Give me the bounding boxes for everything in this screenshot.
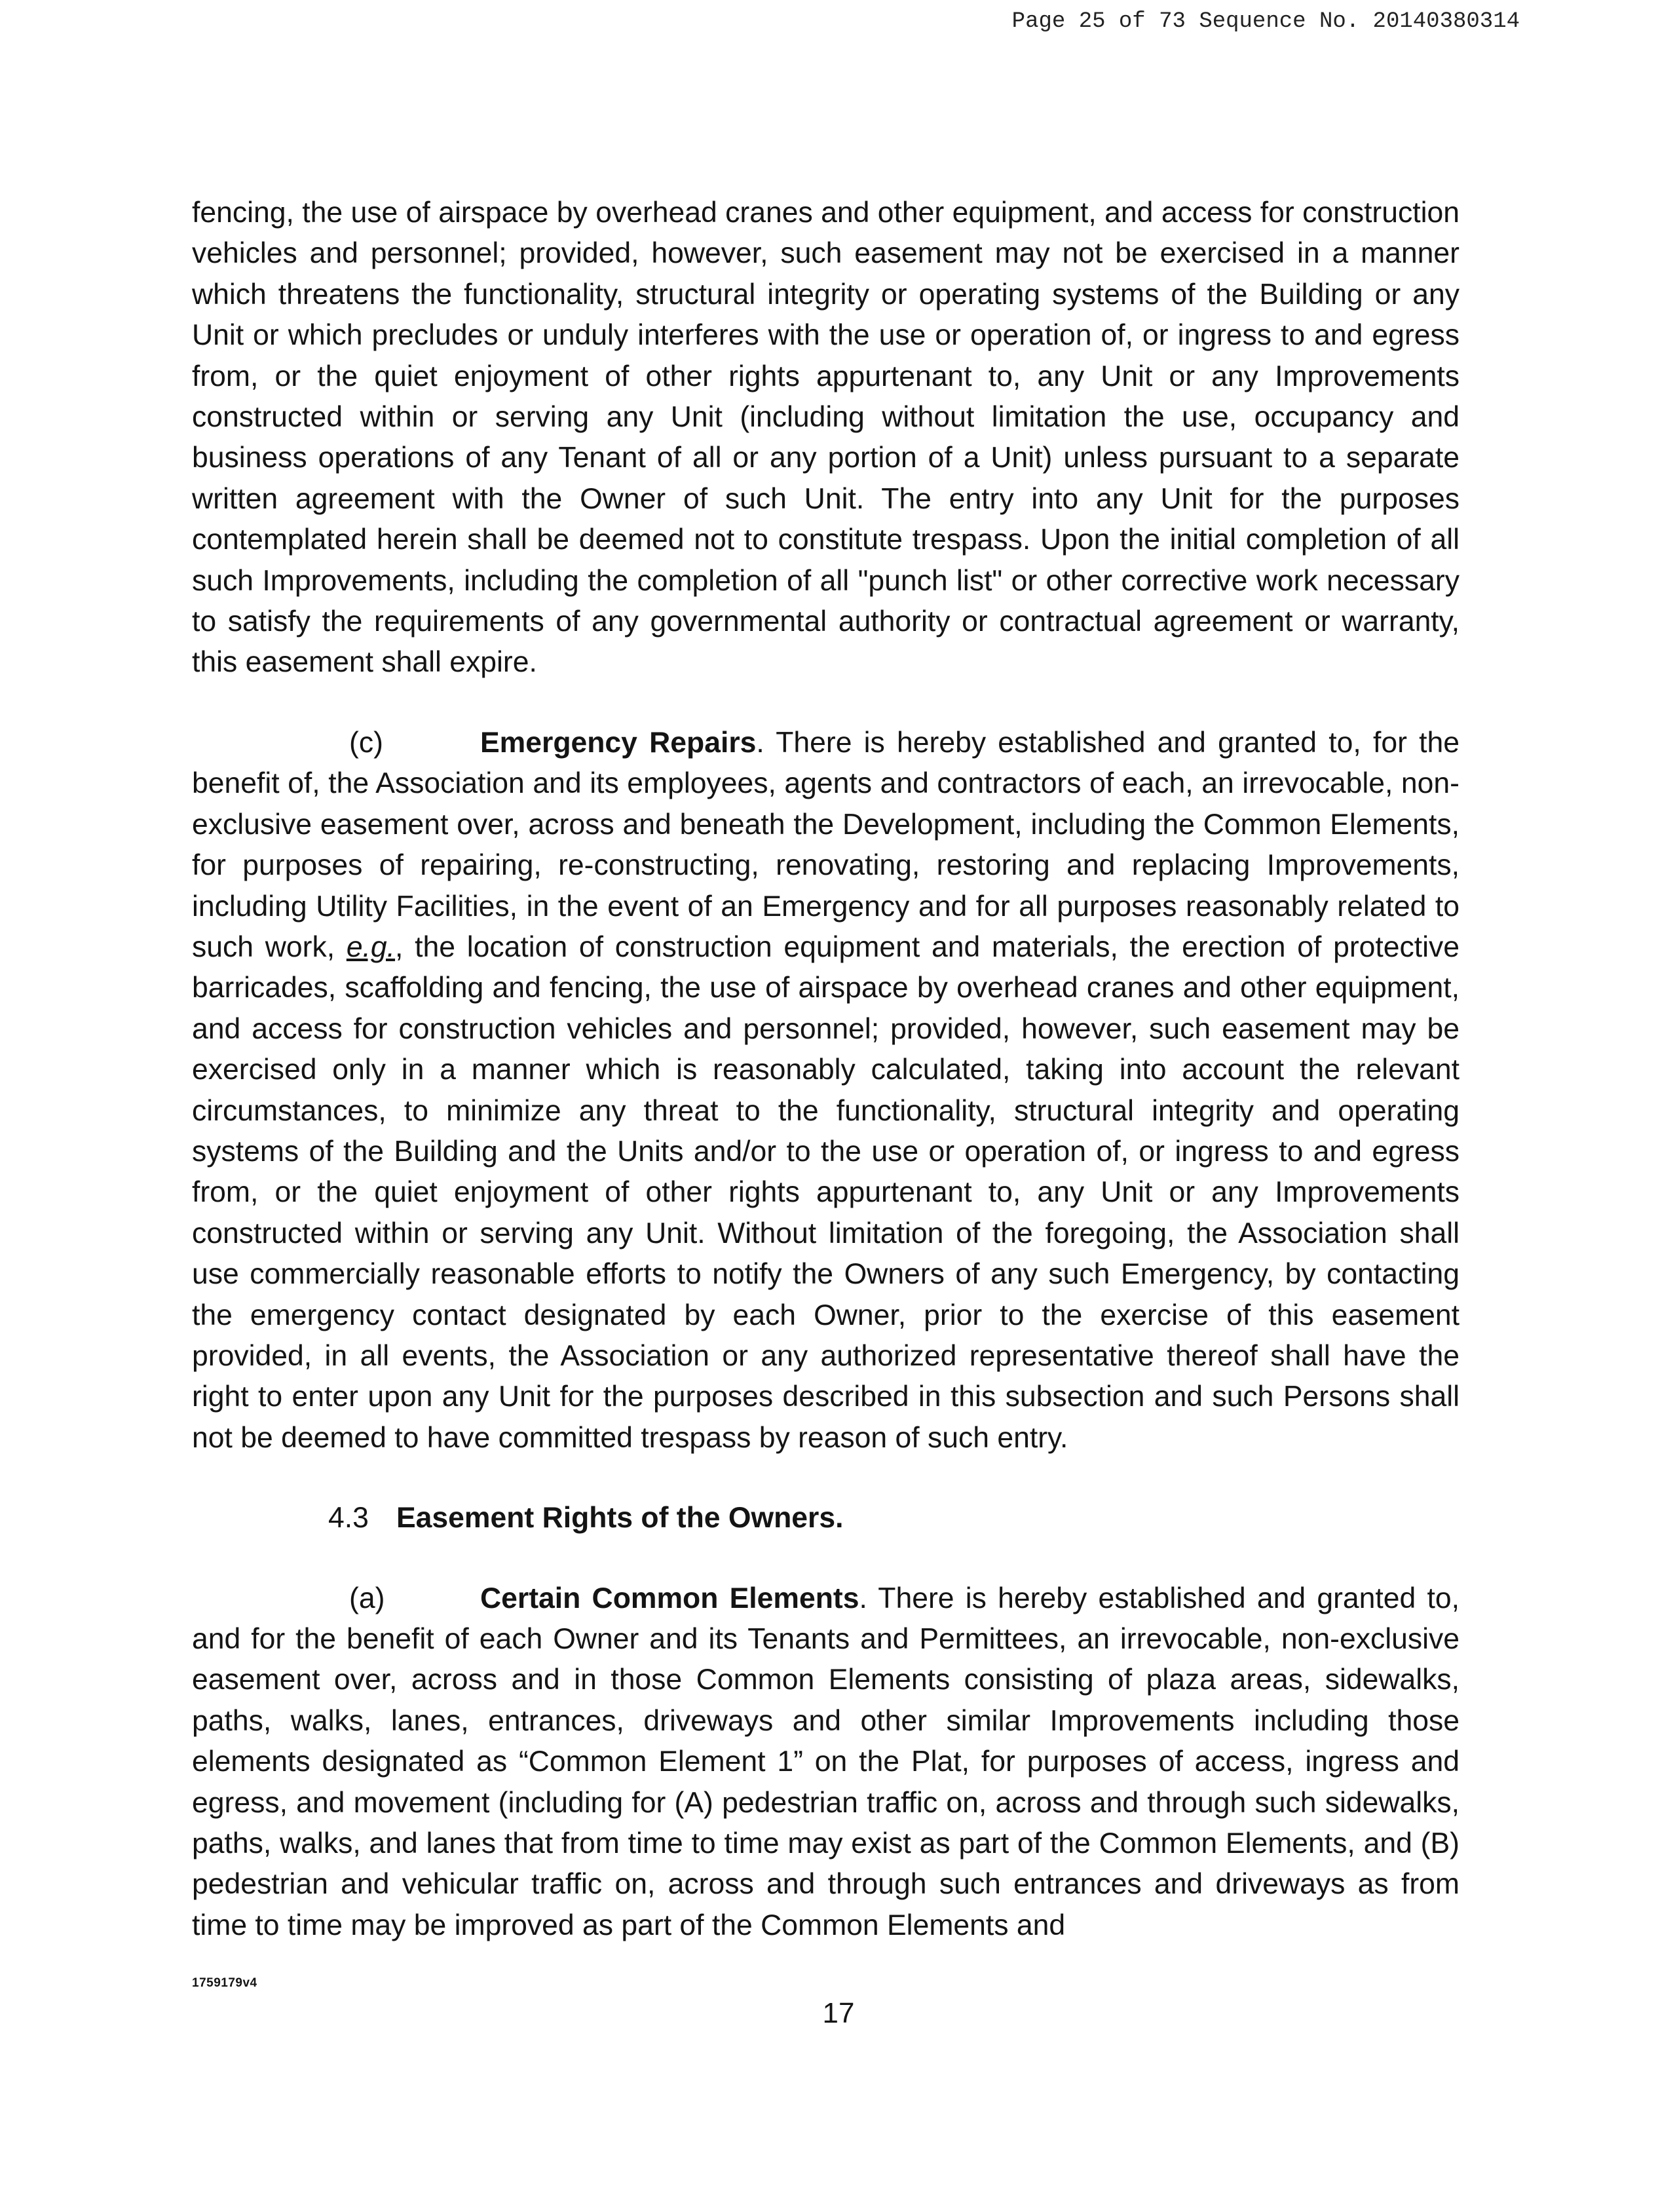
paragraph-common-elements xyxy=(192,1578,1460,1947)
subsection-label: (c) xyxy=(349,726,383,759)
subsection-heading: Emergency Repairs xyxy=(480,726,757,759)
paragraph-text: There is hereby established and granted to, and for the benefit of each Owner and its Tenants and Permittees, an irrevocable, non-exclusive easement over, across and in those Common Elements consisting of plaza areas, sidewalks, paths, walks, lanes, entrances, driveways and other similar Improvements including those elements designated as “Common Element 1” on the Plat, for purposes of access, ingress and egress, and movement (including for (A) pedestrian traffic on, across and through such sidewalks, paths, walks, and lanes that from time to time may exist as part of the Common Elements, and (B) pedestrian and vehicular traffic on, across and through such entrances and driveways as from time to time may be improved as part of the Common Elements and xyxy=(192,1582,1460,1941)
paragraph-text: , the location of construction equipment and materials, the erection of protective barricades, scaffolding and fencing, the use of airspace by overhead cranes and other equipment, and access for construction vehicles and personnel; provided, however, such easement may be exercised only in a manner which is reasonably calculated, taking into account the relevant circumstances, to minimize any threat to the functionality, structural integrity and operating systems of the Building and the Units and/or to the use or operation of, or ingress to and egress from, or the quiet enjoyment of other rights appurtenant to, any Unit or any Improvements constructed within or serving any Unit. Without limitation of the foregoing, the Association shall use commercially reasonable efforts to notify the Owners of any such Emergency, by contacting the emergency contact designated by each Owner, prior to the exercise of this easement provided, in all events, the Association or any authorized representative thereof shall have the right to enter upon any Unit for the purposes described in this subsection and such Persons shall not be deemed to have committed trespass by reason of such entry. xyxy=(192,930,1460,1454)
paragraph-text: fencing, the use of airspace by overhead cranes and other equipment, and access for construction vehicles and personnel; provided, however, such easement may not be exercised in a manner which threatens the functionality, structural integrity or operating systems of the Building or any Unit or which precludes or unduly interferes with the use or operation of, or ingress to and egress from, or the quiet enjoyment of other rights appurtenant to, any Unit or any Improvements constructed within or serving any Unit (including without limitation the use, occupancy and business operations of any Tenant of all or any portion of a Unit) unless pursuant to a separate written agreement with the Owner of such Unit. The entry into any Unit for the purposes contemplated herein shall be deemed not to constitute trespass. Upon the initial completion of all such Improvements, including the completion of all "punch list" or other corrective work necessary to satisfy the requirements of any governmental authority or contractual agreement or warranty, this easement shall expire. xyxy=(192,197,1460,679)
section-number: 4.3 xyxy=(328,1502,369,1535)
subsection-label: (a) xyxy=(349,1582,385,1614)
page-number: 17 xyxy=(822,1997,855,2029)
eg-abbreviation: e.g. xyxy=(346,930,396,963)
document-id: 1759179v4 xyxy=(192,1976,257,1990)
document-body xyxy=(192,193,1460,1985)
heading-period: . xyxy=(756,726,764,759)
subsection-heading: Certain Common Elements xyxy=(480,1582,859,1614)
paragraph-construction-easement xyxy=(192,193,1460,683)
page-header: Page 25 of 73 Sequence No. 20140380314 xyxy=(1011,9,1520,34)
paragraph-text: There is hereby established and granted to, for the benefit of, the Association and its employees, agents and contractors of each, an irrevocable, non-exclusive easement over, across and beneath the Development, including the Common Elements, for purposes of repairing, re-constructing, renovating, restoring and replacing Improvements, including Utility Facilities, in the event of an Emergency and for all purposes reasonably related to such work, xyxy=(192,726,1460,963)
section-title: Easement Rights of the Owners. xyxy=(396,1502,844,1535)
paragraph-emergency-repairs xyxy=(192,723,1460,1459)
heading-period: . xyxy=(859,1582,867,1614)
section-heading xyxy=(192,1498,1460,1538)
